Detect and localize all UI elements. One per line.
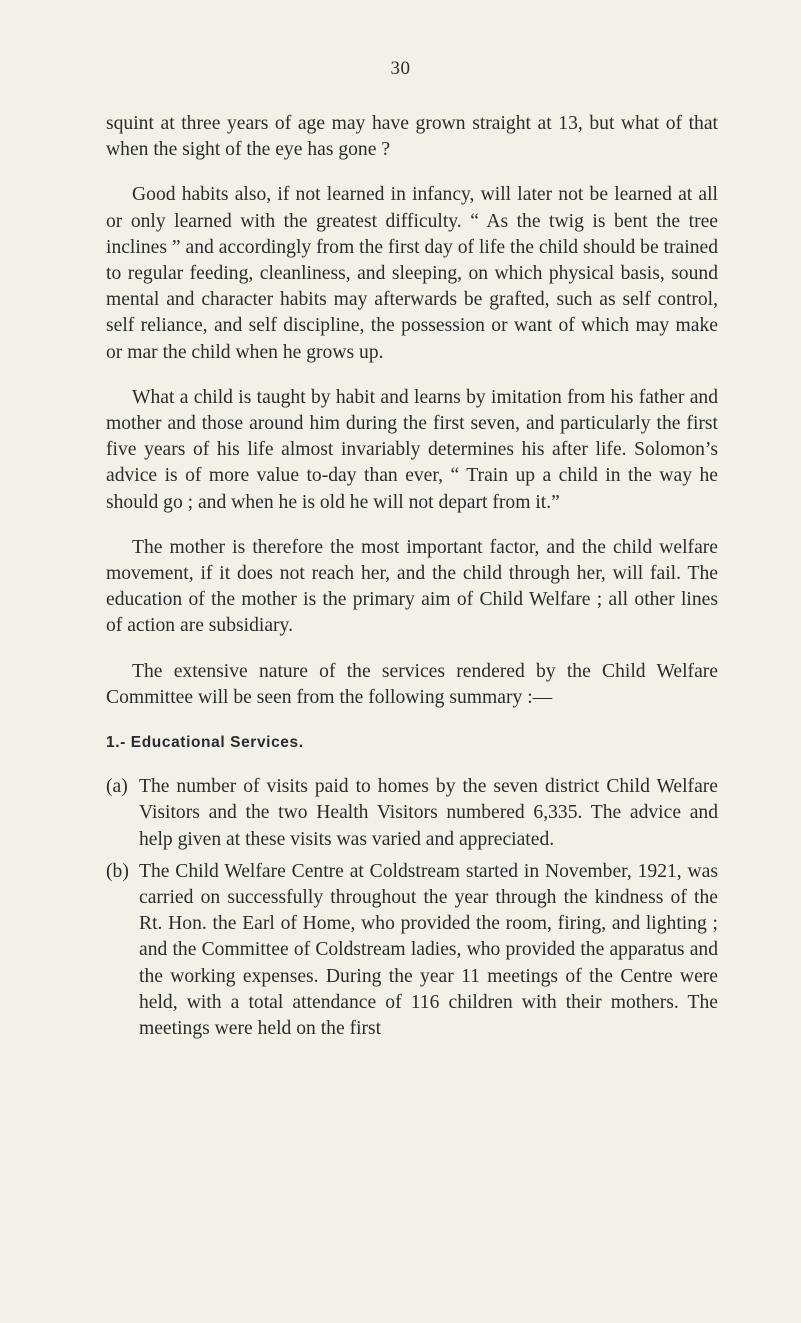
services-list <box>106 774 718 1042</box>
paragraph-3: What a child is taught by habit and learns by imitation from his father and mother and those around him during the first seven, and particularly the first five years of his life almost invariably determines his after life. Solomon’s advice is of more value to-day than ever, “ Train up a child in the way he should go ; and when he is old he will not depart from it.” <box>106 386 718 513</box>
list-item <box>106 774 718 853</box>
item-marker: (a) <box>106 776 128 798</box>
paragraph-4: The mother is therefore the most important factor, and the child welfare movement, if it does not reach her, and the child through her, will fail. The education of the mother is the primary aim of Child Welfare ; all other lines of action are subsidiary. <box>106 536 718 637</box>
item-text: The number of visits paid to homes by the seven district Child Welfare Visitors and the two Health Visitors numbered 6,335. The advice and help given at these visits was varied and appreciated. <box>139 776 718 850</box>
paragraph-1: squint at three years of age may have grown straight at 13, but what of that when the sight of the eye has gone ? <box>106 113 718 161</box>
page-number: 30 <box>390 58 411 79</box>
list-item <box>106 859 718 1042</box>
body-text <box>106 111 718 1048</box>
paragraph-5: The extensive nature of the services rendered by the Child Welfare Committee will be seen from the following summary :— <box>106 660 718 708</box>
item-text: The Child Welfare Centre at Coldstream started in November, 1921, was carried on successfully throughout the year through the kindness of the Rt. Hon. the Earl of Home, who provided the room, firing, and lighting ; and the Committee of Coldstream ladies, who provided the apparatus and the working expenses. During the year 11 meetings of the Centre were held, with a total attendance of 116 children with their mothers. The meetings were held on the first <box>139 860 718 1040</box>
item-marker: (b) <box>106 860 129 882</box>
section-heading: 1.- Educational Services. <box>106 734 304 752</box>
paragraph-2: Good habits also, if not learned in infancy, will later not be learned at all or only learned with the greatest difficulty. “ As the twig is bent the tree inclines ” and accordingly from the first day of life the child should be trained to regular feeding, cleanliness, and sleeping, on which physical basis, sound mental and character habits may afterwards be grafted, such as self control, self reliance, and self discipline, the possession or want of which may make or mar the child when he grows up. <box>106 184 718 363</box>
